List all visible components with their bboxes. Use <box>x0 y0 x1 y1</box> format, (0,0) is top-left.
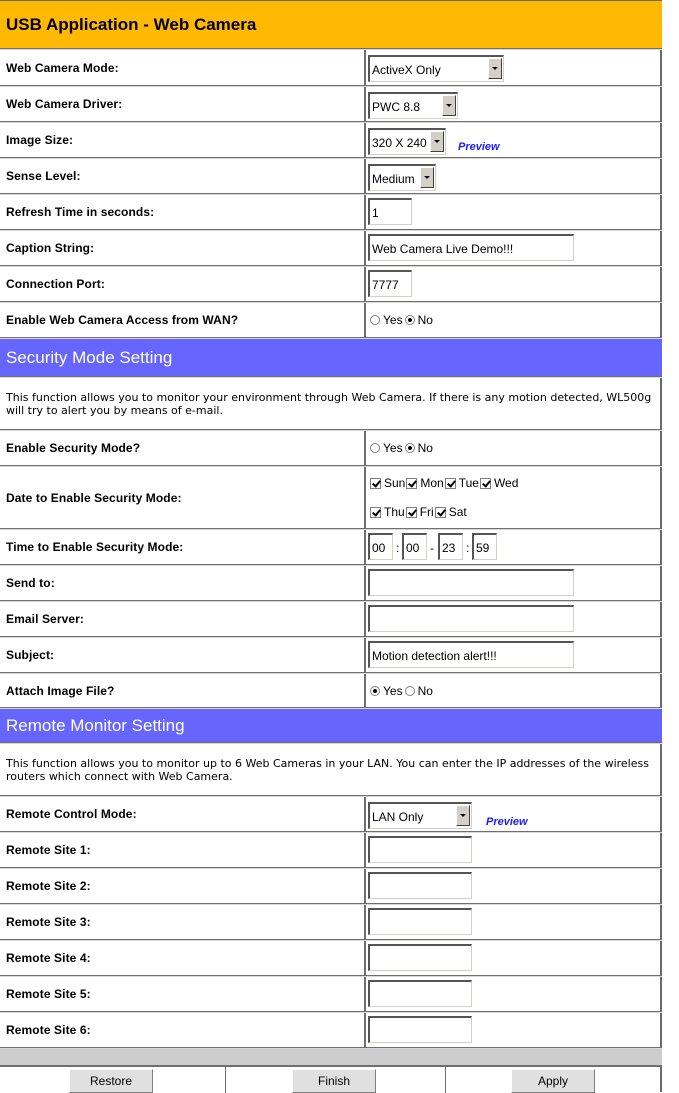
send-to-input[interactable] <box>368 569 574 596</box>
mon-label: Mon <box>420 476 444 490</box>
remote-section-title: Remote Monitor Setting <box>6 715 185 735</box>
security-section-title: Security Mode Setting <box>6 347 173 367</box>
sun-checkbox[interactable] <box>370 478 381 489</box>
finish-button[interactable]: Finish <box>292 1069 376 1093</box>
attach-no-label: No <box>417 683 433 698</box>
start-minute-input[interactable]: 00 <box>402 533 427 560</box>
security-description: This function allows you to monitor your environment through Web Camera. If there is any motion detected, WL500g will try to alert you by means of e-mail. <box>6 390 652 417</box>
remote-site-3-input[interactable] <box>368 908 472 935</box>
wan-access-label: Enable Web Camera Access from WAN? <box>6 313 239 327</box>
remote-description-row <box>0 744 662 797</box>
image-size-label: Image Size: <box>6 133 74 147</box>
security-no-radio[interactable] <box>405 443 415 453</box>
end-minute-input[interactable]: 59 <box>472 533 497 560</box>
caption-string-label: Caption String: <box>6 241 95 255</box>
wan-access-row <box>0 303 662 339</box>
remote-site-2-input[interactable] <box>368 872 472 899</box>
webcam-mode-select[interactable] <box>368 55 504 82</box>
remote-site-label: Remote Site 5: <box>6 987 91 1001</box>
subject-input[interactable]: Motion detection alert!!! <box>368 641 574 668</box>
remote-site-row <box>0 833 662 869</box>
security-description-row <box>0 378 662 431</box>
button-row <box>0 1067 662 1093</box>
remote-section-header <box>0 709 662 744</box>
restore-button[interactable]: Restore <box>69 1069 153 1093</box>
refresh-time-row <box>0 195 662 231</box>
sense-level-row <box>0 159 662 195</box>
wan-no-label: No <box>417 313 433 327</box>
sat-checkbox[interactable] <box>435 507 446 518</box>
image-size-row <box>0 123 662 159</box>
security-time-label: Time to Enable Security Mode: <box>6 540 184 554</box>
connection-port-row <box>0 267 662 303</box>
remote-site-5-input[interactable] <box>368 980 472 1007</box>
sense-level-label: Sense Level: <box>6 169 81 183</box>
sense-level-select[interactable] <box>368 164 436 191</box>
webcam-mode-row <box>0 50 662 87</box>
tue-checkbox[interactable] <box>445 478 456 489</box>
security-dates-label: Date to Enable Security Mode: <box>6 490 182 505</box>
image-preview-link[interactable]: Preview <box>458 141 500 153</box>
wan-yes-radio[interactable] <box>370 315 380 325</box>
remote-site-row <box>0 977 662 1013</box>
apply-cell <box>446 1067 662 1093</box>
remote-site-label: Remote Site 1: <box>6 843 91 857</box>
enable-security-row <box>0 431 662 467</box>
security-dates-row <box>0 467 662 530</box>
webcam-driver-value: PWC 8.8 <box>372 100 421 114</box>
refresh-time-label: Refresh Time in seconds: <box>6 205 155 219</box>
caption-string-row <box>0 231 662 267</box>
chevron-down-icon[interactable] <box>430 131 444 152</box>
email-server-input[interactable] <box>368 605 574 632</box>
subject-label: Subject: <box>6 648 55 662</box>
fri-checkbox[interactable] <box>406 507 417 518</box>
send-to-row <box>0 566 662 602</box>
wan-no-radio[interactable] <box>405 315 415 325</box>
attach-image-label: Attach Image File? <box>6 683 115 698</box>
remote-site-row <box>0 869 662 905</box>
time-colon-2: : <box>466 541 470 555</box>
webcam-mode-value: ActiveX Only <box>372 63 441 77</box>
attach-no-radio[interactable] <box>405 686 415 696</box>
wed-label: Wed <box>493 476 519 490</box>
remote-site-label: Remote Site 2: <box>6 879 91 893</box>
chevron-down-icon[interactable] <box>488 58 502 79</box>
security-time-row <box>0 530 662 566</box>
remote-site-row <box>0 905 662 941</box>
sun-label: Sun <box>384 476 406 490</box>
chevron-down-icon[interactable] <box>442 95 456 116</box>
remote-site-label: Remote Site 3: <box>6 915 91 929</box>
mon-checkbox[interactable] <box>406 478 417 489</box>
security-yes-label: Yes <box>383 441 403 455</box>
send-to-label: Send to: <box>6 576 55 590</box>
webcam-driver-row <box>0 87 662 123</box>
thu-label: Thu <box>384 505 405 519</box>
remote-description: This function allows you to monitor up to 6 Web Cameras in your LAN. You can enter the IP addresses of the wireless routers which connect with Web Camera. <box>6 756 649 783</box>
webcam-section-header <box>0 1 662 50</box>
remote-site-label: Remote Site 6: <box>6 1023 91 1037</box>
remote-site-row <box>0 1013 662 1049</box>
remote-control-mode-label: Remote Control Mode: <box>6 807 137 821</box>
caption-string-input[interactable]: Web Camera Live Demo!!! <box>368 234 574 261</box>
remote-site-row <box>0 941 662 977</box>
attach-yes-radio[interactable] <box>370 686 380 696</box>
start-hour-input[interactable]: 00 <box>368 533 393 560</box>
security-yes-radio[interactable] <box>370 443 380 453</box>
remote-control-mode-value: LAN Only <box>372 810 424 824</box>
webcam-section-title: USB Application - Web Camera <box>6 14 257 34</box>
remote-site-1-input[interactable] <box>368 836 472 863</box>
remote-site-6-input[interactable] <box>368 1016 472 1043</box>
restore-cell <box>0 1067 226 1093</box>
remote-site-label: Remote Site 4: <box>6 951 91 965</box>
refresh-time-input[interactable]: 1 <box>368 198 412 225</box>
sat-label: Sat <box>448 505 467 519</box>
webcam-driver-select[interactable] <box>368 92 458 119</box>
wan-yes-label: Yes <box>383 313 403 327</box>
wed-checkbox[interactable] <box>480 478 491 489</box>
time-dash: - <box>430 541 434 555</box>
security-no-label: No <box>417 441 433 455</box>
fri-label: Fri <box>419 505 434 519</box>
email-server-row <box>0 602 662 638</box>
subject-row <box>0 638 662 674</box>
remote-site-4-input[interactable] <box>368 944 472 971</box>
webcam-mode-label: Web Camera Mode: <box>6 60 119 75</box>
chevron-down-icon[interactable] <box>456 805 470 826</box>
remote-control-mode-select[interactable] <box>368 802 472 829</box>
webcam-driver-label: Web Camera Driver: <box>6 97 123 111</box>
image-size-select[interactable] <box>368 128 446 155</box>
connection-port-label: Connection Port: <box>6 277 105 291</box>
sense-level-value: Medium <box>372 172 415 186</box>
thu-checkbox[interactable] <box>370 507 381 518</box>
attach-yes-label: Yes <box>383 683 403 698</box>
end-hour-input[interactable]: 23 <box>438 533 463 560</box>
connection-port-input[interactable]: 7777 <box>368 270 412 297</box>
remote-preview-link[interactable]: Preview <box>486 816 528 828</box>
apply-button[interactable]: Apply <box>511 1069 595 1093</box>
finish-cell <box>226 1067 446 1093</box>
remote-control-mode-row <box>0 797 662 833</box>
tue-label: Tue <box>458 476 479 490</box>
footer-divider-bar <box>0 1049 662 1067</box>
email-server-label: Email Server: <box>6 612 85 626</box>
time-colon-1: : <box>396 541 400 555</box>
enable-security-label: Enable Security Mode? <box>6 441 141 455</box>
attach-image-row <box>0 674 662 709</box>
security-section-header <box>0 339 662 378</box>
image-size-value: 320 X 240 <box>372 136 427 150</box>
chevron-down-icon[interactable] <box>420 167 434 188</box>
